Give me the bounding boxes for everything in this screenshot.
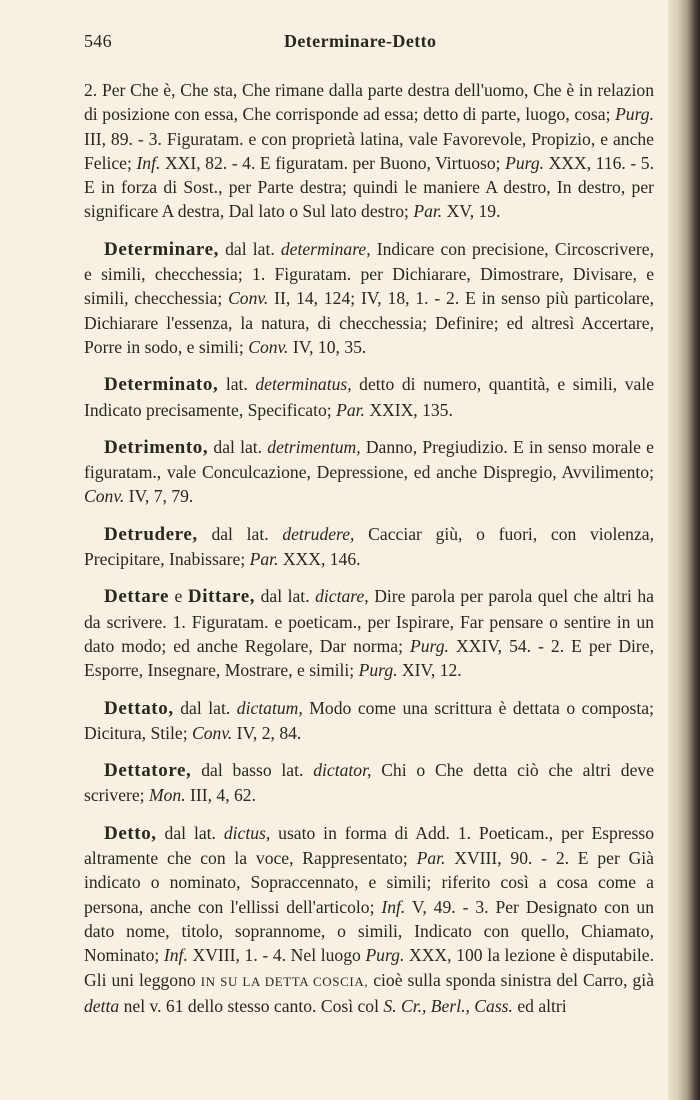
page-edge-shadow: [668, 0, 700, 1100]
headword: Determinato,: [104, 374, 219, 396]
headword: Detrudere,: [104, 523, 198, 545]
etymon: determinatus,: [255, 374, 352, 395]
etymon: dictare,: [315, 586, 369, 607]
entry-dettatore: Dettatore, dal basso lat. dictator, Chi o Che detta ciò che altri deve scrivere; Mon. III, 4, 62.: [84, 760, 655, 806]
headword: Detrimento,: [104, 436, 209, 458]
page-header: [84, 31, 654, 57]
page-number: 546: [84, 31, 112, 51]
headword-variant: Dittare,: [187, 586, 256, 608]
entry-dettare: Dettare e Dittare, dal lat. dictare, Dire parola per parola quel che altri ha da scrivere. 1. Figuratam. e poeticam., per Ispirare, Far pensare o sentire in un dato modo; ed anche Regolare, Dar norma; Purg. XXIV, 54. - 2. E per Dire, Esporre, Insegnare, Mostrare, e simili; Purg. XIV, 12.: [84, 586, 654, 681]
headword: Dettato,: [104, 697, 174, 719]
etymon: determinare,: [280, 238, 371, 259]
entry-detrudere: Detrudere, dal lat. detrudere, Cacciar giù, o fuori, con violenza, Precipitare, Inabissare; Par. XXX, 146.: [84, 523, 654, 570]
etymon: detrimentum,: [267, 436, 361, 457]
etymon: dictator,: [313, 760, 372, 781]
entry-determinare: Determinare, dal lat. determinare, Indicare con precisione, Circoscrivere, e simili, checchessia; 1. Figuratam. per Dichiarare, Dimostrare, Divisare, e simili, checchessia; Conv. II, 14, 124; IV, 18, 1. - 2. E in senso più particolare, Dichiarare l'essenza, la natura, di checchessia; Definire; ed altresì Accertare, Porre in sodo, e simili; Conv. IV, 10, 35.: [84, 238, 654, 357]
continued-entry: 2. Per Che è, Che sta, Che rimane dalla parte destra dell'uomo, Che è in relazion di posizione con essa, Che corrisponde ad essa; detto di parte, luogo, cosa; Purg. III, 89. - 3. Figuratam. e con proprietà latina, vale Favorevole, Propizio, e anche Felice; Inf. XXI, 82. - 4. E figuratam. per Buono, Virtuoso; Purg. XXX, 116. - 5. E in forza di Sost., per Parte destra; quindi le maniere A destro, In destro, per significare A destra, Dal lato o Sul lato destro; Par. XV, 19.: [84, 80, 654, 222]
page-body: [84, 78, 654, 1031]
etymon: dictatum,: [236, 697, 303, 718]
entry-detto: Detto, dal lat. dictus, usato in forma di Add. 1. Poeticam., per Espresso altramente che con la voce, Rappresentato; Par. XVIII, 90. - 2. E per Già indicato o nominato, Sopraccennato, e simili; riferito così a cosa come a persona, anche con l'ellissi dell'articolo; Inf. V, 49. - 3. Per Designato con un dato nome, titolo, soprannome, o simili, Indicato con quello, Chiamato, Nominato; Inf. XVIII, 1. - 4. Nel luogo Purg. XXX, 100 la lezione è disputabile. Gli uni leggono IN SU LA DETTA COSCIA, cioè sulla sponda sinistra del Carro, già detta nel v. 61 dello stesso canto. Così col S. Cr., Berl., Cass. ed altri: [84, 822, 655, 1016]
entry-dettato: Dettato, dal lat. dictatum, Modo come una scrittura è dettata o composta; Dicitura, Stile; Conv. IV, 2, 84.: [84, 697, 654, 743]
headword: Dettare: [104, 586, 170, 608]
entry-determinato: Determinato, lat. determinatus, detto di numero, quantità, e simili, vale Indicato precisamente, Specificato; Par. XXIX, 135.: [84, 374, 655, 420]
running-title: Determinare-Detto: [284, 31, 437, 51]
entry-detrimento: Detrimento, dal lat. detrimentum, Danno, Pregiudizio. E in senso morale e figuratam., vale Conculcazione, Depressione, ed anche Dispregio, Avvilimento; Conv. IV, 7, 79.: [84, 436, 654, 507]
headword: Determinare,: [104, 238, 219, 260]
headword: Detto,: [104, 822, 157, 844]
headword: Dettatore,: [104, 760, 192, 782]
etymon: detrudere,: [282, 523, 355, 544]
etymon: dictus,: [223, 822, 271, 843]
small-caps-quote: IN SU LA DETTA COSCIA,: [200, 973, 369, 989]
